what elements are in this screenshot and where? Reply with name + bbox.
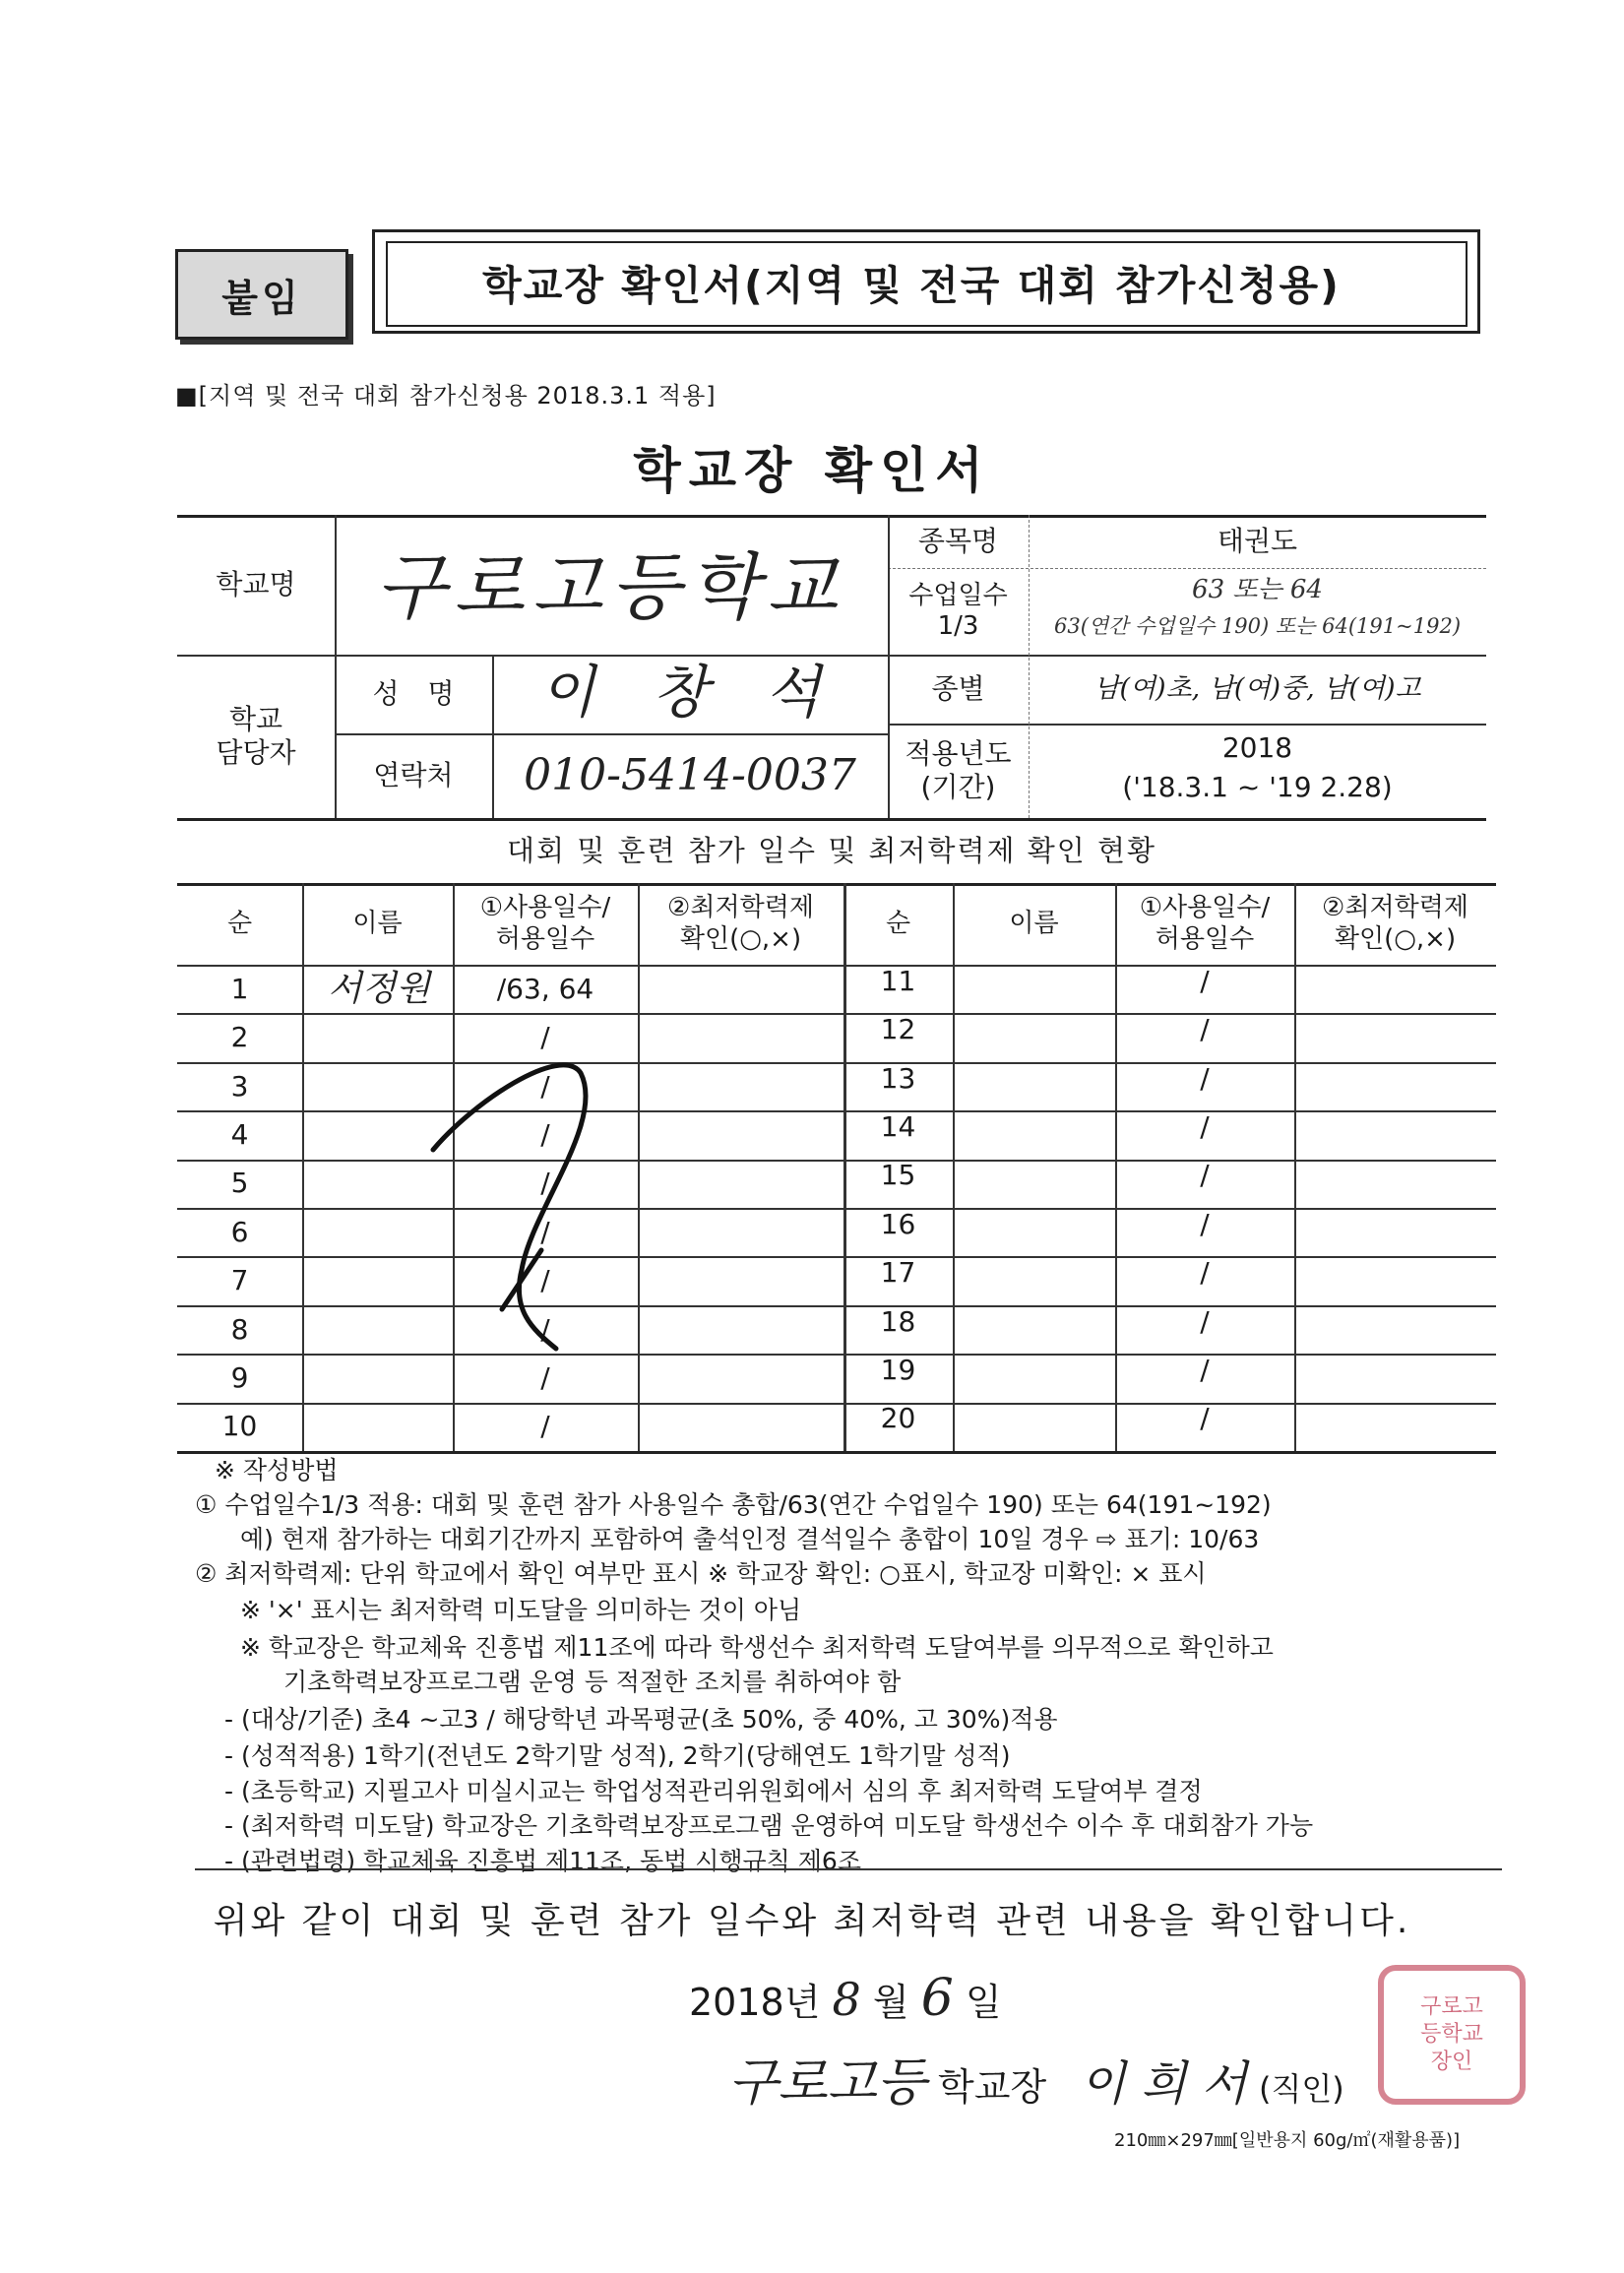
row-achievement-right <box>1294 1395 1496 1443</box>
staff-name-value: 이 창 석 <box>539 659 841 726</box>
form-subtitle: ■[지역 및 전국 대회 참가신청용 2018.3.1 적용] <box>175 382 717 410</box>
school-name-value: 구로고등학교 <box>375 545 845 631</box>
row-number-right: 17 <box>880 1256 916 1290</box>
row-achievement <box>638 1013 843 1061</box>
row-achievement-right <box>1294 1200 1496 1248</box>
row-name <box>295 1403 463 1451</box>
staff-label: 학교 담당자 <box>216 703 296 769</box>
row-achievement <box>638 1256 843 1304</box>
row-number-right: 19 <box>880 1354 916 1387</box>
row-days-right: / <box>1200 1013 1210 1046</box>
row-name-right <box>953 1005 1115 1053</box>
row-days: / <box>540 1264 550 1297</box>
signature-role: 학교장 <box>938 2065 1047 2109</box>
notes-bottom-rule <box>195 1868 1502 1870</box>
row-days-right: / <box>1200 1061 1210 1095</box>
event-value: 태권도 <box>1217 525 1298 558</box>
row-name-right <box>953 1346 1115 1394</box>
attachment-label-text: 붙임 <box>221 276 302 320</box>
row-name-right <box>953 1200 1115 1248</box>
status-title: 대회 및 훈련 참가 일수 및 최저학력제 확인 현황 <box>506 833 1156 867</box>
date-month-unit: 월 <box>872 1981 909 2024</box>
official-seal <box>1378 1965 1526 2105</box>
note-line: 기초학력보장프로그램 운영 등 적절한 조치를 취하여야 함 <box>283 1668 902 1696</box>
signing-date <box>689 1969 1002 2028</box>
row-number: 6 <box>230 1215 249 1248</box>
note-line: 예) 현재 참가하는 대회기간까지 포함하여 출석인정 결석일수 총합이 10일 경우 ⇨ 표기: 10/63 <box>240 1525 1260 1553</box>
row-days: / <box>540 1069 550 1103</box>
school-days-note: 63(연간 수업일수 190) 또는 64(191~192) <box>1053 614 1462 639</box>
handwritten-stroke <box>433 1065 586 1349</box>
row-days-right: / <box>1200 1207 1210 1240</box>
row-name: 서정원 <box>327 969 431 1010</box>
row-days: / <box>540 1312 550 1346</box>
status-bottom-border <box>177 1451 1496 1454</box>
year-value: 2018 <box>1221 731 1293 765</box>
row-number-right: 16 <box>880 1207 916 1240</box>
gender-label: 종별 <box>931 672 985 706</box>
row-name-right <box>953 1395 1115 1443</box>
year-label: 적용년도 (기간) <box>905 737 1012 803</box>
note-line: - (초등학교) 지필고사 미실시교는 학업성적관리위원회에서 심의 후 최저학력 도달여부 결정 <box>224 1777 1203 1805</box>
row-days: / <box>540 1021 550 1054</box>
row-days-right: / <box>1200 1402 1210 1435</box>
row-achievement <box>638 1305 843 1354</box>
row-achievement <box>638 1403 843 1451</box>
date-day: 6 <box>920 1969 954 2028</box>
form-title-inner-border <box>386 241 1468 327</box>
row-name <box>295 1354 463 1402</box>
row-achievement-right <box>1294 1005 1496 1053</box>
row-name-right <box>953 1152 1115 1200</box>
date-year: 2018년 <box>689 1981 821 2024</box>
row-achievement-right <box>1294 1054 1496 1103</box>
note-line: - (성적적용) 1학기(전년도 2학기말 성적), 2학기(당해연도 1학기말 성적) <box>224 1741 1011 1770</box>
row-days: / <box>540 1215 550 1248</box>
year-period: ('18.3.1 ~ '19 2.28) <box>1122 771 1393 804</box>
attachment-label <box>175 249 348 340</box>
staff-name-label: 성 명 <box>372 677 455 711</box>
row-achievement-right <box>1294 1103 1496 1151</box>
contact-value: 010-5414-0037 <box>524 749 856 800</box>
row-name-right <box>953 1103 1115 1151</box>
row-number-right: 12 <box>880 1013 916 1046</box>
instructions-heading: ※ 작성방법 <box>215 1456 339 1484</box>
principal-signature <box>728 2041 1344 2115</box>
header-days: ①사용일수/ 허용일수 <box>479 893 611 954</box>
row-number: 2 <box>230 1021 249 1054</box>
row-number: 8 <box>230 1312 249 1346</box>
row-days: / <box>540 1118 550 1152</box>
event-label: 종목명 <box>917 525 999 558</box>
row-name-right <box>953 1297 1115 1346</box>
row-days-right: / <box>1200 1159 1210 1192</box>
row-name-right <box>953 957 1115 1005</box>
signature-seal-note: (직인) <box>1258 2070 1344 2108</box>
header-name-right: 이름 <box>1009 908 1059 938</box>
row-achievement <box>638 1110 843 1159</box>
row-number: 1 <box>230 972 249 1005</box>
note-line: ① 수업일수1/3 적용: 대회 및 훈련 참가 사용일수 총합/63(연간 수업일수 190) 또는 64(191~192) <box>195 1490 1272 1519</box>
document-title: 학교장 확인서 <box>633 442 991 499</box>
row-achievement <box>638 1062 843 1110</box>
row-days: / <box>540 1361 550 1395</box>
row-days: / <box>540 1410 550 1443</box>
row-days: / <box>540 1167 550 1200</box>
row-achievement-right <box>1294 957 1496 1005</box>
gender-value: 남(여)초, 남(여)중, 남(여)고 <box>1093 672 1421 704</box>
school-days-value: 63 또는 64 <box>1192 575 1323 605</box>
note-line: ※ '×' 표시는 최저학력 미도달을 의미하는 것이 아님 <box>240 1596 802 1624</box>
row-achievement <box>638 1208 843 1256</box>
row-achievement-right <box>1294 1346 1496 1394</box>
row-achievement <box>638 965 843 1013</box>
confirmation-statement: 위와 같이 대회 및 훈련 참가 일수와 최저학력 관련 내용을 확인합니다. <box>213 1901 1411 1941</box>
note-line: ※ 학교장은 학교체육 진흥법 제11조에 따라 학생선수 최저학력 도달여부를 의무적으로 확인하고 <box>240 1633 1274 1662</box>
note-line: - (관련법령) 학교체육 진흥법 제11조, 동법 시행규칙 제6조 <box>224 1847 861 1875</box>
row-name-right <box>953 1248 1115 1296</box>
header-no: 순 <box>226 908 253 938</box>
header-no-right: 순 <box>885 908 911 938</box>
note-line: ② 최저학력제: 단위 학교에서 확인 여부만 표시 ※ 학교장 확인: ○표시, 학교장 미확인: × 표시 <box>195 1559 1207 1588</box>
row-number: 10 <box>221 1410 258 1443</box>
row-number-right: 18 <box>880 1304 916 1338</box>
row-number: 9 <box>230 1361 249 1395</box>
signature-name: 이 희 서 <box>1080 2056 1247 2112</box>
header-achievement: ②최저학력제 확인(○,×) <box>667 893 814 954</box>
row-days-right: / <box>1200 1110 1210 1144</box>
school-name-label: 학교명 <box>216 568 296 601</box>
row-number-right: 14 <box>880 1110 916 1144</box>
seal-text: 구로고등학교장인 <box>1420 1994 1483 2074</box>
form-title: 학교장 확인서(지역 및 전국 대회 참가신청용) <box>482 261 1341 309</box>
row-days-right: / <box>1200 1256 1210 1290</box>
header-name: 이름 <box>352 908 403 938</box>
contact-label: 연락처 <box>373 759 454 792</box>
row-number: 7 <box>230 1264 249 1297</box>
row-achievement-right <box>1294 1152 1496 1200</box>
row-achievement <box>638 1160 843 1208</box>
school-days-label: 수업일수 1/3 <box>908 580 1008 641</box>
row-achievement <box>638 1354 843 1402</box>
row-name-right <box>953 1054 1115 1103</box>
row-days: /63, 64 <box>496 972 594 1005</box>
row-number-right: 13 <box>880 1061 916 1095</box>
row-achievement-right <box>1294 1297 1496 1346</box>
header-achievement-right: ②최저학력제 확인(○,×) <box>1322 893 1468 954</box>
row-number-right: 20 <box>880 1402 916 1435</box>
row-days-right: / <box>1200 1304 1210 1338</box>
row-number-right: 11 <box>880 964 916 997</box>
row-days-right: / <box>1200 964 1210 997</box>
row-achievement-right <box>1294 1248 1496 1296</box>
paper-spec: 210㎜×297㎜[일반용지 60g/㎡(재활용품)] <box>1114 2130 1461 2151</box>
row-days-right: / <box>1200 1354 1210 1387</box>
note-line: - (대상/기준) 초4 ~고3 / 해당학년 과목평균(초 50%, 중 40%, 고 30%)적용 <box>224 1705 1058 1734</box>
row-number: 5 <box>230 1167 249 1200</box>
date-month: 8 <box>832 1973 861 2026</box>
row-number: 3 <box>230 1069 249 1103</box>
note-line: - (최저학력 미도달) 학교장은 기초학력보장프로그램 운영하여 미도달 학생선수 이수 후 대회참가 가능 <box>224 1811 1314 1840</box>
signature-school: 구로고등 <box>728 2053 926 2113</box>
date-day-unit: 일 <box>965 1981 1002 2024</box>
row-number-right: 15 <box>880 1159 916 1192</box>
row-number: 4 <box>230 1118 249 1152</box>
header-days-right: ①사용일수/ 허용일수 <box>1139 893 1271 954</box>
handwritten-mark <box>413 1034 640 1358</box>
